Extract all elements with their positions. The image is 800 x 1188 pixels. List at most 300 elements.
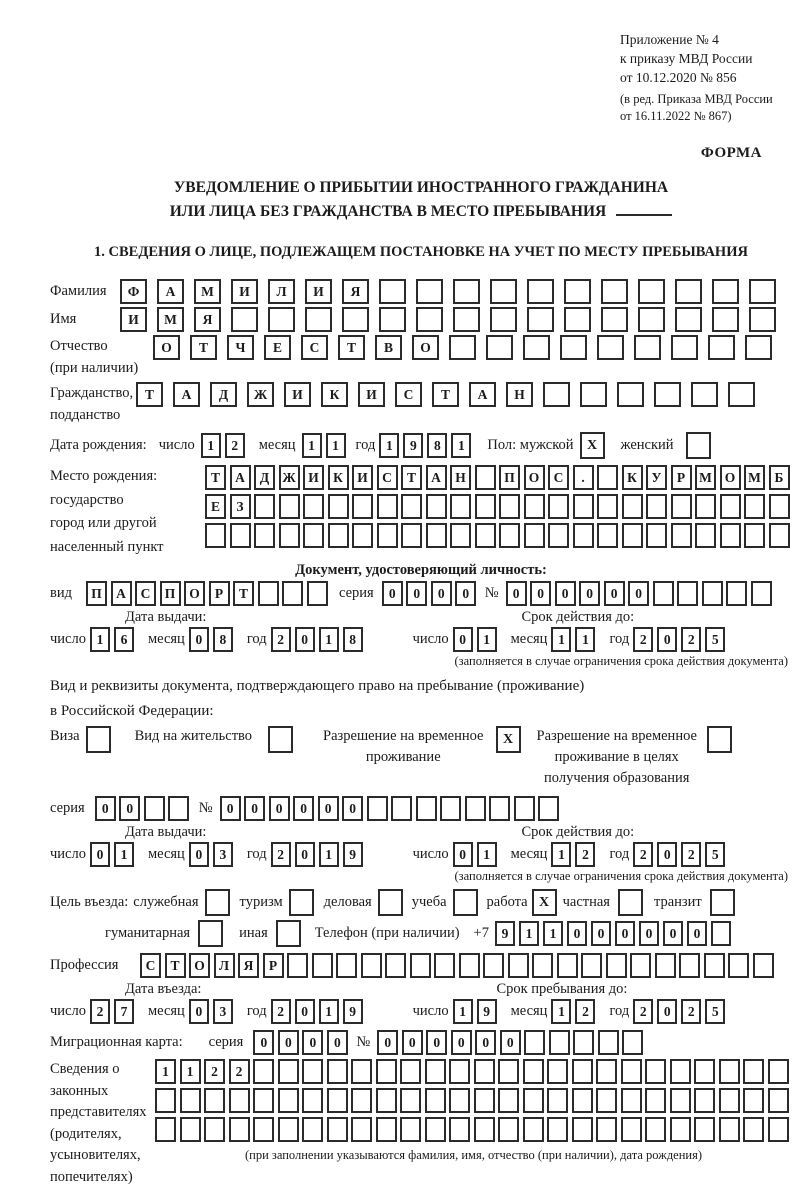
char-cell xyxy=(144,796,165,821)
char-cell xyxy=(573,494,594,519)
residence-issue-date: число 0 1 месяц 0 3 год 2 0 1 9 xyxy=(50,842,367,867)
char-cell xyxy=(475,523,496,548)
char-cell: О xyxy=(189,953,210,978)
char-cell xyxy=(254,523,275,548)
char-cell: Т xyxy=(338,335,365,360)
char-cell: 0 xyxy=(615,921,635,946)
char-cell xyxy=(597,494,618,519)
char-cell: 6 xyxy=(114,627,134,652)
residence-date-headers xyxy=(50,824,792,840)
char-cell: О xyxy=(153,335,180,360)
char-cell xyxy=(514,796,535,821)
char-cell xyxy=(564,279,591,304)
char-cell: О xyxy=(720,465,741,490)
char-cell xyxy=(523,1059,544,1084)
char-cell: С xyxy=(140,953,161,978)
char-cell xyxy=(617,382,644,407)
char-cell: 0 xyxy=(604,581,625,606)
char-cell xyxy=(694,1059,715,1084)
purpose-official-label: служебная xyxy=(133,894,199,910)
char-cell xyxy=(279,494,300,519)
char-cell xyxy=(523,335,550,360)
char-cell: Я xyxy=(238,953,259,978)
char-cell xyxy=(524,523,545,548)
name-label: Имя xyxy=(50,311,77,327)
char-cell xyxy=(377,494,398,519)
doc-number-cells xyxy=(506,581,776,606)
char-cell xyxy=(278,1117,299,1142)
char-cell xyxy=(671,494,692,519)
char-cell xyxy=(302,1117,323,1142)
char-cell xyxy=(621,1059,642,1084)
char-cell xyxy=(379,279,406,304)
char-cell: И xyxy=(305,279,332,304)
residence-expiry-day-cells xyxy=(453,842,501,867)
char-cell xyxy=(694,1117,715,1142)
char-cell: 2 xyxy=(271,999,291,1024)
char-cell: Е xyxy=(205,494,226,519)
char-cell: Ф xyxy=(120,279,147,304)
char-cell xyxy=(548,523,569,548)
char-cell: 1 xyxy=(319,627,339,652)
char-cell xyxy=(459,953,480,978)
char-cell xyxy=(523,1088,544,1113)
char-cell: 1 xyxy=(201,433,221,458)
char-cell xyxy=(155,1088,176,1113)
surname-row xyxy=(50,279,792,304)
char-cell xyxy=(230,523,251,548)
birth-place-row1 xyxy=(205,465,793,490)
purpose-tourism-checkbox xyxy=(289,889,314,916)
char-cell: 0 xyxy=(342,796,363,821)
char-cell: А xyxy=(111,581,132,606)
char-cell xyxy=(753,953,774,978)
legal-reps-row1 xyxy=(155,1059,792,1084)
char-cell xyxy=(622,1030,643,1055)
char-cell: С xyxy=(301,335,328,360)
migration-series-label: серия xyxy=(208,1034,244,1050)
legal-reps-cells xyxy=(155,1059,792,1163)
char-cell: 0 xyxy=(657,842,677,867)
legal-reps-block xyxy=(50,1059,792,1188)
char-cell xyxy=(538,796,559,821)
char-cell xyxy=(416,307,443,332)
char-cell xyxy=(498,1088,519,1113)
birth-place-block xyxy=(50,465,792,559)
char-cell xyxy=(351,1117,372,1142)
char-cell xyxy=(351,1088,372,1113)
citizenship-row xyxy=(50,382,792,426)
char-cell xyxy=(483,953,504,978)
entry-date: число 2 7 месяц 0 3 год 2 0 1 9 xyxy=(50,999,367,1024)
char-cell xyxy=(695,494,716,519)
char-cell xyxy=(547,1117,568,1142)
char-cell xyxy=(695,523,716,548)
char-cell xyxy=(769,523,790,548)
char-cell xyxy=(572,1088,593,1113)
char-cell xyxy=(475,465,496,490)
char-cell: Т xyxy=(401,465,422,490)
char-cell: 2 xyxy=(575,842,595,867)
issue-month-cells xyxy=(189,627,237,652)
char-cell: Ж xyxy=(247,382,274,407)
char-cell xyxy=(425,1117,446,1142)
migration-number-label: № xyxy=(356,1034,371,1050)
char-cell: 2 xyxy=(633,842,653,867)
char-cell: 9 xyxy=(343,999,363,1024)
stay-year-cells xyxy=(633,999,729,1024)
char-cell: 0 xyxy=(628,581,649,606)
char-cell xyxy=(621,1088,642,1113)
char-cell xyxy=(712,279,739,304)
migration-series-cells xyxy=(253,1030,351,1055)
char-cell xyxy=(708,335,735,360)
char-cell xyxy=(278,1059,299,1084)
char-cell xyxy=(645,1059,666,1084)
char-cell: М xyxy=(744,465,765,490)
char-cell xyxy=(377,523,398,548)
char-cell xyxy=(465,796,486,821)
residence-permit-option: Вид на жительство xyxy=(135,726,293,753)
char-cell xyxy=(572,1117,593,1142)
purpose-business-checkbox xyxy=(378,889,403,916)
char-cell xyxy=(527,279,554,304)
identity-doc-row xyxy=(50,581,792,606)
char-cell xyxy=(638,279,665,304)
char-cell xyxy=(168,796,189,821)
char-cell xyxy=(638,307,665,332)
char-cell xyxy=(449,1117,470,1142)
char-cell xyxy=(351,1059,372,1084)
char-cell xyxy=(622,523,643,548)
char-cell: 0 xyxy=(453,627,473,652)
char-cell: О xyxy=(524,465,545,490)
form-title-line1: УВЕДОМЛЕНИЕ О ПРИБЫТИИ ИНОСТРАННОГО ГРАЖДАНИНА xyxy=(173,179,669,196)
char-cell: 0 xyxy=(453,842,473,867)
char-cell: И xyxy=(303,465,324,490)
char-cell xyxy=(573,1030,594,1055)
purpose-row2 xyxy=(105,920,792,947)
char-cell xyxy=(434,953,455,978)
char-cell xyxy=(401,494,422,519)
char-cell: К xyxy=(328,465,349,490)
char-cell xyxy=(475,494,496,519)
char-cell: 0 xyxy=(663,921,683,946)
identity-doc-heading: Документ, удостоверяющий личность: xyxy=(295,562,547,578)
char-cell xyxy=(258,581,279,606)
form-title xyxy=(50,176,792,224)
char-cell xyxy=(597,523,618,548)
char-cell xyxy=(654,382,681,407)
char-cell: 0 xyxy=(591,921,611,946)
char-cell: 0 xyxy=(506,581,527,606)
purpose-private-checkbox xyxy=(618,889,643,916)
char-cell xyxy=(675,307,702,332)
identity-expiry-date: число 0 1 месяц 1 1 год 2 0 2 5 xyxy=(413,627,730,652)
phone-cells xyxy=(495,921,735,946)
char-cell xyxy=(400,1088,421,1113)
char-cell: 0 xyxy=(119,796,140,821)
char-cell xyxy=(743,1117,764,1142)
month-label: месяц xyxy=(258,437,296,453)
phone-label: Телефон (при наличии) xyxy=(314,925,460,941)
visa-option: Виза xyxy=(50,726,111,753)
char-cell xyxy=(474,1117,495,1142)
char-cell: Ч xyxy=(227,335,254,360)
char-cell xyxy=(204,1117,225,1142)
char-cell xyxy=(352,523,373,548)
surname-label: Фамилия xyxy=(50,283,107,299)
birth-month-cells xyxy=(302,433,350,458)
patronymic-label: Отчество (при наличии) xyxy=(50,338,139,376)
purpose-label: Цель въезда: xyxy=(50,894,129,910)
char-cell: Б xyxy=(769,465,790,490)
char-cell xyxy=(367,796,388,821)
char-cell xyxy=(719,1059,740,1084)
char-cell xyxy=(453,307,480,332)
char-cell xyxy=(400,1059,421,1084)
char-cell xyxy=(489,796,510,821)
char-cell xyxy=(768,1059,789,1084)
char-cell: 1 xyxy=(543,921,563,946)
char-cell xyxy=(580,382,607,407)
title-underline xyxy=(616,214,672,216)
char-cell xyxy=(621,1117,642,1142)
char-cell xyxy=(677,581,698,606)
char-cell xyxy=(391,796,412,821)
char-cell: 2 xyxy=(225,433,245,458)
char-cell xyxy=(601,307,628,332)
char-cell: Т xyxy=(432,382,459,407)
char-cell xyxy=(453,279,480,304)
char-cell: 0 xyxy=(382,581,403,606)
doc-series-label: серия xyxy=(339,585,374,601)
char-cell: 0 xyxy=(95,796,116,821)
char-cell: 1 xyxy=(519,921,539,946)
char-cell: Д xyxy=(254,465,275,490)
char-cell: 9 xyxy=(495,921,515,946)
char-cell xyxy=(745,335,772,360)
identity-date-note: (заполняется в случае ограничения срока действия документа) xyxy=(454,654,788,668)
char-cell xyxy=(675,279,702,304)
char-cell xyxy=(702,581,723,606)
char-cell: 0 xyxy=(295,999,315,1024)
char-cell: 1 xyxy=(453,999,473,1024)
char-cell xyxy=(670,1117,691,1142)
char-cell xyxy=(180,1088,201,1113)
char-cell: 1 xyxy=(319,842,339,867)
char-cell xyxy=(385,953,406,978)
char-cell: 3 xyxy=(213,842,233,867)
char-cell: 0 xyxy=(253,1030,274,1055)
char-cell: С xyxy=(135,581,156,606)
char-cell: 0 xyxy=(244,796,265,821)
char-cell: 2 xyxy=(575,999,595,1024)
char-cell: 0 xyxy=(639,921,659,946)
char-cell xyxy=(596,1059,617,1084)
char-cell xyxy=(254,494,275,519)
char-cell: 0 xyxy=(451,1030,472,1055)
char-cell: 2 xyxy=(229,1059,250,1084)
char-cell xyxy=(606,953,627,978)
name-row xyxy=(50,307,792,332)
doc-series-cells xyxy=(382,581,480,606)
purpose-transit-checkbox xyxy=(710,889,735,916)
char-cell: 9 xyxy=(403,433,423,458)
char-cell xyxy=(361,953,382,978)
purpose-humanitarian-label: гуманитарная xyxy=(105,925,191,941)
char-cell xyxy=(547,1088,568,1113)
residence-doc-intro: Вид и реквизиты документа, подтверждающего право на пребывание (проживание) в Российской Федерации: xyxy=(50,678,585,719)
phone-prefix: +7 xyxy=(473,925,489,941)
char-cell: 2 xyxy=(681,842,701,867)
migration-card-label: Миграционная карта: xyxy=(50,1034,183,1050)
char-cell: 1 xyxy=(302,433,322,458)
char-cell: 2 xyxy=(633,999,653,1024)
char-cell xyxy=(268,307,295,332)
char-cell xyxy=(655,953,676,978)
char-cell: Р xyxy=(671,465,692,490)
char-cell xyxy=(312,953,333,978)
residence-serial-row xyxy=(50,796,792,821)
gender-female-label: женский xyxy=(620,437,674,453)
char-cell: Я xyxy=(342,279,369,304)
char-cell: 1 xyxy=(319,999,339,1024)
char-cell: 2 xyxy=(271,842,291,867)
issue-day-cells xyxy=(90,627,138,652)
char-cell: 1 xyxy=(379,433,399,458)
entry-dates-row xyxy=(50,999,792,1024)
char-cell xyxy=(279,523,300,548)
char-cell xyxy=(450,523,471,548)
char-cell: А xyxy=(469,382,496,407)
char-cell: 0 xyxy=(327,1030,348,1055)
char-cell xyxy=(622,494,643,519)
char-cell xyxy=(426,494,447,519)
purpose-business-label: деловая xyxy=(323,894,372,910)
char-cell: 0 xyxy=(657,999,677,1024)
char-cell: О xyxy=(184,581,205,606)
char-cell: И xyxy=(120,307,147,332)
migration-card-row xyxy=(50,1030,792,1055)
birth-place-row3 xyxy=(205,523,793,548)
char-cell xyxy=(549,1030,570,1055)
char-cell xyxy=(400,1117,421,1142)
patronymic-row xyxy=(50,335,792,379)
char-cell: . xyxy=(573,465,594,490)
birth-year-cells xyxy=(379,433,475,458)
char-cell xyxy=(601,279,628,304)
char-cell xyxy=(645,1088,666,1113)
char-cell: Е xyxy=(264,335,291,360)
char-cell: 0 xyxy=(189,627,209,652)
char-cell: 2 xyxy=(681,999,701,1024)
char-cell xyxy=(573,523,594,548)
year-label: год xyxy=(355,437,376,453)
char-cell: 0 xyxy=(189,999,209,1024)
char-cell: Д xyxy=(210,382,237,407)
char-cell xyxy=(691,382,718,407)
char-cell xyxy=(305,307,332,332)
char-cell: 0 xyxy=(555,581,576,606)
char-cell xyxy=(449,1059,470,1084)
char-cell xyxy=(749,279,776,304)
char-cell xyxy=(597,465,618,490)
char-cell xyxy=(596,1117,617,1142)
citizenship-label: Гражданство, подданство xyxy=(50,385,134,423)
char-cell: З xyxy=(230,494,251,519)
char-cell: С xyxy=(395,382,422,407)
char-cell xyxy=(379,307,406,332)
issue-date-header: Дата выдачи: xyxy=(125,609,207,625)
char-cell xyxy=(474,1088,495,1113)
char-cell: У xyxy=(646,465,667,490)
char-cell: 1 xyxy=(477,842,497,867)
char-cell xyxy=(704,953,725,978)
char-cell: Ж xyxy=(279,465,300,490)
purpose-study-checkbox xyxy=(453,889,478,916)
char-cell: 7 xyxy=(114,999,134,1024)
birth-date-row xyxy=(50,432,792,459)
char-cell: П xyxy=(160,581,181,606)
char-cell: 1 xyxy=(114,842,134,867)
appendix-line: к приказу МВД России xyxy=(620,51,753,66)
purpose-tourism-label: туризм xyxy=(239,894,283,910)
purpose-work-label: работа xyxy=(486,894,528,910)
edition-line: (в ред. Приказа МВД России xyxy=(620,92,773,106)
form-title-line2: ИЛИ ЛИЦА БЕЗ ГРАЖДАНСТВА В МЕСТО ПРЕБЫВАНИЯ xyxy=(50,200,792,224)
char-cell xyxy=(490,307,517,332)
char-cell xyxy=(342,307,369,332)
edu-residence-checkbox xyxy=(707,726,732,753)
birth-date-label: Дата рождения: xyxy=(50,437,147,453)
char-cell xyxy=(598,1030,619,1055)
char-cell: А xyxy=(230,465,251,490)
char-cell xyxy=(670,1059,691,1084)
char-cell xyxy=(425,1059,446,1084)
char-cell: Н xyxy=(450,465,471,490)
char-cell: М xyxy=(695,465,716,490)
char-cell: Т xyxy=(190,335,217,360)
char-cell: С xyxy=(548,465,569,490)
char-cell: 0 xyxy=(406,581,427,606)
char-cell xyxy=(720,523,741,548)
char-cell: И xyxy=(352,465,373,490)
char-cell xyxy=(597,335,624,360)
char-cell xyxy=(253,1059,274,1084)
char-cell xyxy=(728,953,749,978)
purpose-transit-label: транзит xyxy=(653,894,702,910)
char-cell xyxy=(253,1088,274,1113)
char-cell xyxy=(572,1059,593,1084)
char-cell: 0 xyxy=(657,627,677,652)
residence-expiry-year-cells xyxy=(633,842,729,867)
purpose-work-checkbox: X xyxy=(532,889,557,916)
char-cell: 5 xyxy=(705,999,725,1024)
char-cell xyxy=(204,1088,225,1113)
char-cell xyxy=(449,335,476,360)
char-cell: О xyxy=(412,335,439,360)
entry-date-headers xyxy=(50,981,792,997)
char-cell: А xyxy=(157,279,184,304)
char-cell xyxy=(287,953,308,978)
char-cell: 2 xyxy=(90,999,110,1024)
stay-until-date: число 1 9 месяц 1 2 год 2 0 2 5 xyxy=(413,999,730,1024)
profession-row xyxy=(50,953,792,978)
profession-label: Профессия xyxy=(50,957,119,973)
char-cell: 1 xyxy=(451,433,471,458)
char-cell xyxy=(278,1088,299,1113)
